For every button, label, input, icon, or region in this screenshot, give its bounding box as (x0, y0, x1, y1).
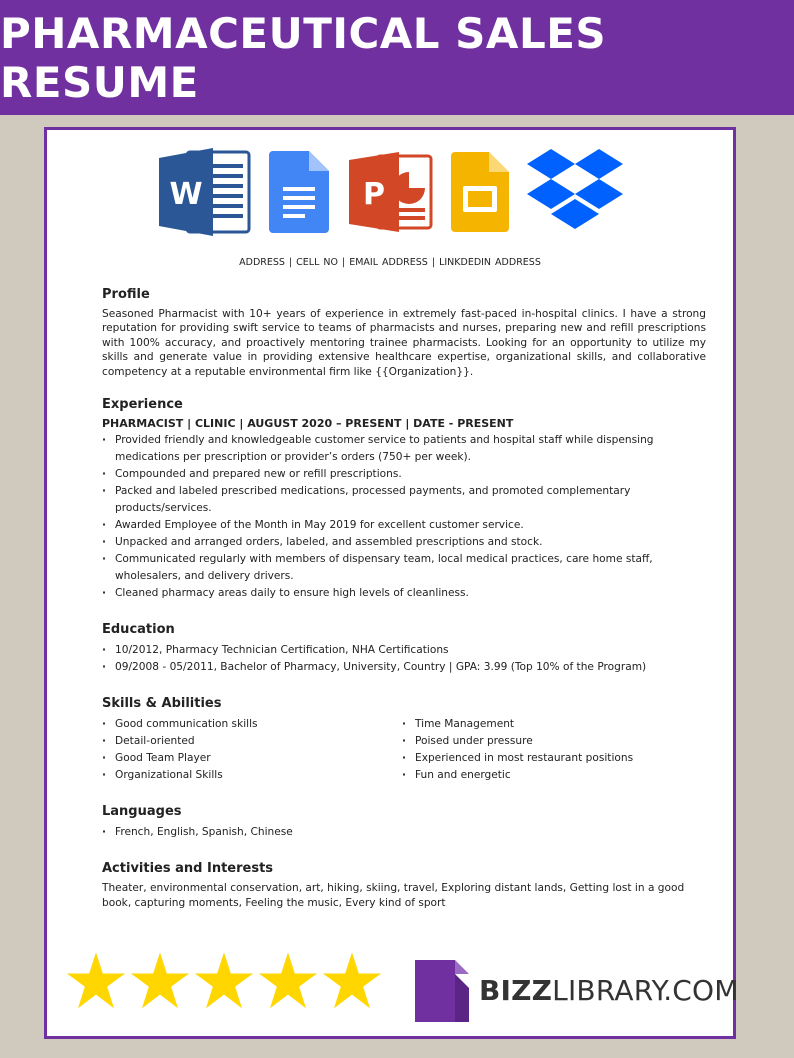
list-item: · Unpacked and arranged orders, labeled, and assembled prescriptions and stock. (102, 534, 706, 551)
list-item: · Fun and energetic (402, 767, 702, 784)
list-item: · Experienced in most restaurant positions (402, 750, 702, 767)
word-icon[interactable] (157, 148, 251, 236)
activities-text: Theater, environmental conservation, art, hiking, skiing, travel, Exploring distant lands, Getting lost in a good book, capturing moments, Feeling the music, Every kind of sport (102, 882, 685, 910)
google-docs-icon[interactable] (269, 151, 329, 233)
skills-columns (102, 716, 706, 784)
svg-text:W: W (169, 177, 203, 212)
star-icon (321, 950, 383, 1012)
list-item: · Awarded Employee of the Month in May 2019 for excellent customer service. (102, 517, 706, 534)
list-item: · Good Team Player (102, 750, 402, 767)
star-icon (129, 950, 191, 1012)
list-item: · Compounded and prepared new or refill prescriptions. (102, 466, 706, 483)
education-heading: Education (102, 622, 175, 638)
profile-heading: Profile (102, 287, 150, 302)
logo-bold-text: BIZZ (479, 974, 553, 1007)
list-item: · Time Management (402, 716, 702, 733)
resume-content (102, 287, 706, 931)
languages-heading: Languages (102, 804, 182, 820)
list-item: · Provided friendly and knowledgeable customer service to patients and hospital staff while dispensing medications per prescription or provider’s orders (750+ per week). (102, 432, 706, 466)
skills-heading: Skills & Abilities (102, 696, 222, 712)
star-rating (65, 950, 383, 1012)
svg-text:P: P (363, 177, 385, 212)
profile-section (102, 287, 706, 379)
title-banner (0, 0, 794, 115)
contact-line: ADDRESS | CELL NO | EMAIL ADDRESS | LINKDEDIN ADDRESS (239, 257, 541, 268)
activities-heading: Activities and Interests (102, 861, 274, 877)
app-icons (47, 147, 733, 237)
skills-list-left (102, 716, 402, 784)
list-item: · Cleaned pharmacy areas daily to ensure high levels of cleanliness. (102, 585, 706, 602)
experience-list (102, 432, 706, 602)
languages-list (102, 824, 706, 841)
list-item: · Good communication skills (102, 716, 402, 733)
activities-section (102, 861, 706, 911)
profile-text: Seasoned Pharmacist with 10+ years of experience in extremely fast-paced in-hospital clinics. I have a strong reputation for providing swift service to teams of pharmacists and nurses, preparing new and refill prescriptions with 100% accuracy, and proactively mentoring trainee pharmacists. Looking for an opportunity to utilize my skills and generate value in providing extensive healthcare expertise, organizational skills, and collaborative competency at a reputable environmental firm like {{Organization}}. (102, 308, 706, 378)
list-item: · Poised under pressure (402, 733, 702, 750)
resume-page (44, 127, 739, 1039)
list-item: · Communicated regularly with members of dispensary team, local medical practices, care home staff, wholesalers, and delivery drivers. (102, 551, 706, 585)
experience-heading: Experience (102, 397, 183, 413)
job-title: PHARMACIST | CLINIC | AUGUST 2020 – PRESENT | DATE - PRESENT (102, 417, 514, 431)
google-slides-icon[interactable] (451, 152, 509, 232)
list-item: · Organizational Skills (102, 767, 402, 784)
logo-light-text: LIBRARY.COM (552, 974, 739, 1007)
star-icon (257, 950, 319, 1012)
education-section (102, 622, 706, 676)
star-icon (193, 950, 255, 1012)
experience-section (102, 397, 706, 602)
star-icon (65, 950, 127, 1012)
list-item: · 09/2008 - 05/2011, Bachelor of Pharmacy, University, Country | GPA: 3.99 (Top 10% of the Program) (102, 659, 706, 676)
skills-list-right (402, 716, 702, 784)
dropbox-icon[interactable] (527, 147, 623, 237)
page-title: PHARMACEUTICAL SALES RESUME (0, 8, 607, 107)
bizzlibrary-logo-text (479, 974, 739, 1007)
list-item: · Detail-oriented (102, 733, 402, 750)
footer (47, 950, 739, 1030)
languages-section (102, 804, 706, 841)
powerpoint-icon[interactable] (347, 152, 433, 232)
education-list (102, 642, 706, 676)
skills-section (102, 696, 706, 784)
list-item: · French, English, Spanish, Chinese (102, 824, 706, 841)
list-item: · Packed and labeled prescribed medications, processed payments, and promoted complementary products/services. (102, 483, 706, 517)
bizzlibrary-logo-icon (415, 960, 469, 1022)
list-item: · 10/2012, Pharmacy Technician Certification, NHA Certifications (102, 642, 706, 659)
